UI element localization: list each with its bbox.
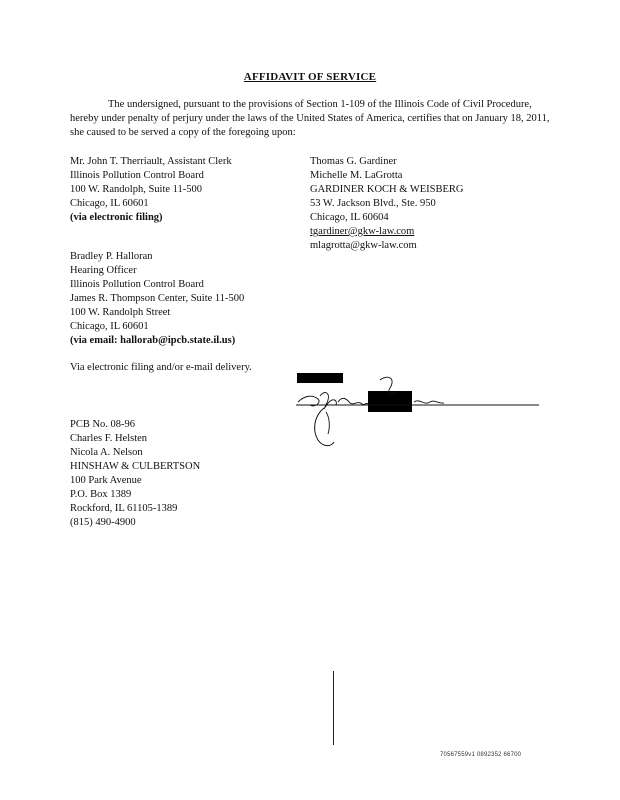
gardiner-address: 53 W. Jackson Blvd., Ste. 950 [310, 198, 436, 209]
vertical-rule [333, 671, 334, 745]
intro-paragraph [70, 98, 550, 140]
clerk-name: Mr. John T. Therriault, Assistant Clerk [70, 156, 232, 167]
recipient-gardiner [310, 155, 464, 253]
filer-block [70, 418, 200, 530]
hearing-officer-street: 100 W. Randolph Street [70, 307, 171, 318]
clerk-address: 100 W. Randolph, Suite 11-500 [70, 184, 203, 195]
attorney-helsten: Charles F. Helsten [70, 433, 148, 444]
hearing-officer-name: Bradley P. Halloran [70, 251, 153, 262]
hearing-officer-title: Hearing Officer [70, 265, 137, 276]
filer-phone: (815) 490-4900 [70, 517, 136, 528]
document-id-footer: 70567559v1 0892352 66700 [440, 752, 522, 758]
hearing-officer-method: (via email: hallorab@ipcb.state.il.us) [70, 335, 236, 346]
intro-text: The undersigned, pursuant to the provisions of Section 1-109 of the Illinois Code of Civil Procedure, hereby under penalty of perjury under the laws of the United States of America, certifies that on January 18, 2011, she caused to be served a copy of the foregoing upon: [70, 99, 550, 138]
filer-city: Rockford, IL 61105-1389 [70, 503, 178, 514]
gardiner-email-link[interactable]: tgardiner@gkw-law.com [310, 226, 415, 237]
clerk-city: Chicago, IL 60601 [70, 198, 149, 209]
filer-firm: HINSHAW & CULBERTSON [70, 461, 201, 472]
recipient-clerk [70, 155, 232, 225]
gardiner-city: Chicago, IL 60604 [310, 212, 389, 223]
gardiner-name: Thomas G. Gardiner [310, 156, 397, 167]
document-title: AFFIDAVIT OF SERVICE [243, 71, 377, 83]
signature-mark [284, 372, 544, 462]
gardiner-firm: GARDINER KOCH & WEISBERG [310, 184, 464, 195]
hearing-officer-city: Chicago, IL 60601 [70, 321, 149, 332]
clerk-method: (via electronic filing) [70, 212, 163, 223]
filer-street: 100 Park Avenue [70, 475, 142, 486]
lagrotta-email: mlagrotta@gkw-law.com [310, 240, 417, 251]
hearing-officer-org: Illinois Pollution Control Board [70, 279, 204, 290]
clerk-org: Illinois Pollution Control Board [70, 170, 204, 181]
recipient-hearing-officer [70, 250, 244, 348]
via-statement: Via electronic filing and/or e-mail delivery. [70, 362, 252, 373]
lagrotta-name: Michelle M. LaGrotta [310, 170, 403, 181]
attorney-nelson: Nicola A. Nelson [70, 447, 143, 458]
hearing-officer-building: James R. Thompson Center, Suite 11-500 [70, 293, 245, 304]
case-number: PCB No. 08-96 [70, 419, 136, 430]
filer-pobox: P.O. Box 1389 [70, 489, 132, 500]
